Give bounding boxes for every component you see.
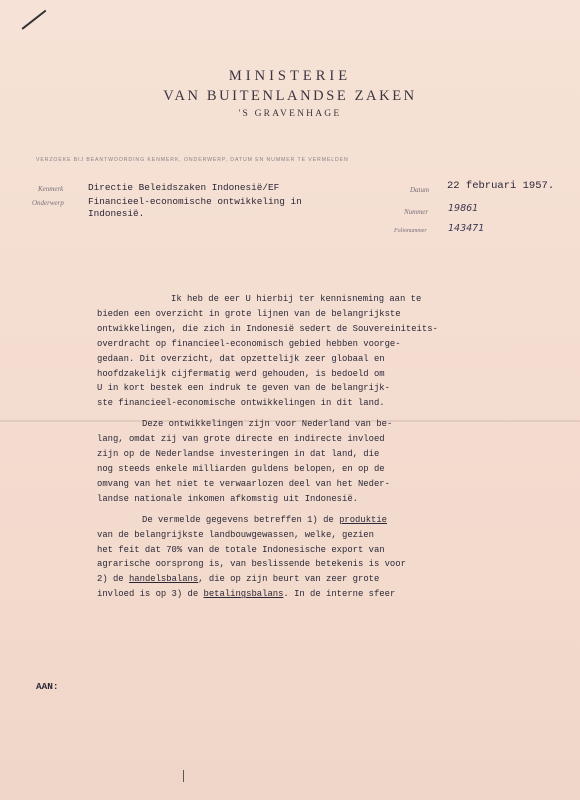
body-line: ontwikkelingen, die zich in Indonesië sedert de Souvereiniteits- bbox=[97, 323, 438, 334]
body-line bbox=[97, 572, 567, 587]
nummer-value: 19861 bbox=[448, 203, 479, 214]
datum-label: Datum bbox=[410, 186, 430, 194]
datum-value: 22 februari 1957. bbox=[447, 180, 555, 192]
body-line: gedaan. Dit overzicht, dat opzettelijk zeer globaal en bbox=[97, 353, 385, 364]
letter-body bbox=[97, 292, 567, 602]
reply-instruction: VERZOEKE BIJ BEANTWOORDING KENMERK, ONDERWERP, DATUM EN NUMMER TE VERMELDEN bbox=[36, 157, 349, 163]
folionummer-value: 143471 bbox=[448, 223, 485, 234]
body-line: nog steeds enkele milliarden guldens belopen, en op de bbox=[97, 463, 385, 474]
body-line: hoofdzakelijk cijfermatig werd gehouden, is bedoeld om bbox=[97, 368, 385, 379]
punch-mark bbox=[183, 770, 184, 782]
body-line: overdracht op financieel-economisch gebied hebben voorge- bbox=[97, 338, 401, 349]
letterhead-city: 'S GRAVENHAGE bbox=[238, 109, 342, 119]
onderwerp-line-1: Financieel-economische ontwikkeling in bbox=[88, 196, 302, 207]
body-line: zijn op de Nederlandse investeringen in dat land, die bbox=[97, 449, 380, 460]
underlined-term-handelsbalans: handelsbalans bbox=[128, 574, 199, 585]
body-line bbox=[97, 513, 567, 528]
addressee-label: AAN: bbox=[36, 681, 59, 692]
body-line: landse nationale inkomen afkomstig uit Indonesië. bbox=[97, 493, 358, 504]
kenmerk-value: Directie Beleidszaken Indonesië/EF bbox=[88, 182, 280, 193]
underlined-term-produktie: produktie bbox=[339, 514, 387, 525]
body-line: U in kort bestek een indruk te geven van de belangrijk- bbox=[97, 383, 390, 394]
folionummer-label: Folionummer bbox=[394, 228, 427, 234]
onderwerp-label: Onderwerp bbox=[32, 199, 64, 207]
body-segment: . In de interne sfeer bbox=[283, 589, 396, 600]
body-segment: De vermelde gegevens betreffen 1) de bbox=[142, 514, 340, 525]
onderwerp-line-2: Indonesië. bbox=[88, 208, 145, 219]
body-line: Ik heb de eer U hierbij ter kennisneming aan te bbox=[171, 294, 422, 304]
body-line: omvang van het niet te verwaarlozen deel van het Neder- bbox=[97, 478, 390, 489]
letterhead bbox=[0, 66, 580, 119]
body-line: lang, omdat zij van grote directe en indirecte invloed bbox=[97, 434, 385, 445]
body-segment: 2) de bbox=[97, 574, 129, 585]
body-line: het feit dat 70% van de totale Indonesische export van bbox=[97, 544, 385, 555]
body-line: agrarische oorsprong is, van beslissende betekenis is voor bbox=[97, 559, 406, 570]
body-line: bieden een overzicht in grote lijnen van de belangrijkste bbox=[97, 308, 401, 319]
body-line: van de belangrijkste landbouwgewassen, welke, gezien bbox=[97, 529, 374, 540]
body-segment: invloed is op 3) de bbox=[97, 589, 204, 600]
body-line: ste financieel-economische ontwikkelingen in dit land. bbox=[97, 398, 385, 409]
body-line bbox=[97, 587, 567, 602]
body-segment: , die op zijn beurt van zeer grote bbox=[198, 574, 380, 585]
underlined-term-betalingsbalans: betalingsbalans bbox=[203, 589, 284, 600]
letterhead-ministry-name: VAN BUITENLANDSE ZAKEN bbox=[163, 88, 417, 104]
letterhead-ministerie: MINISTERIE bbox=[228, 68, 352, 84]
nummer-label: Nummer bbox=[404, 208, 429, 216]
body-line: Deze ontwikkelingen zijn voor Nederland van be- bbox=[142, 419, 393, 430]
kenmerk-label: Kenmerk bbox=[38, 185, 64, 193]
